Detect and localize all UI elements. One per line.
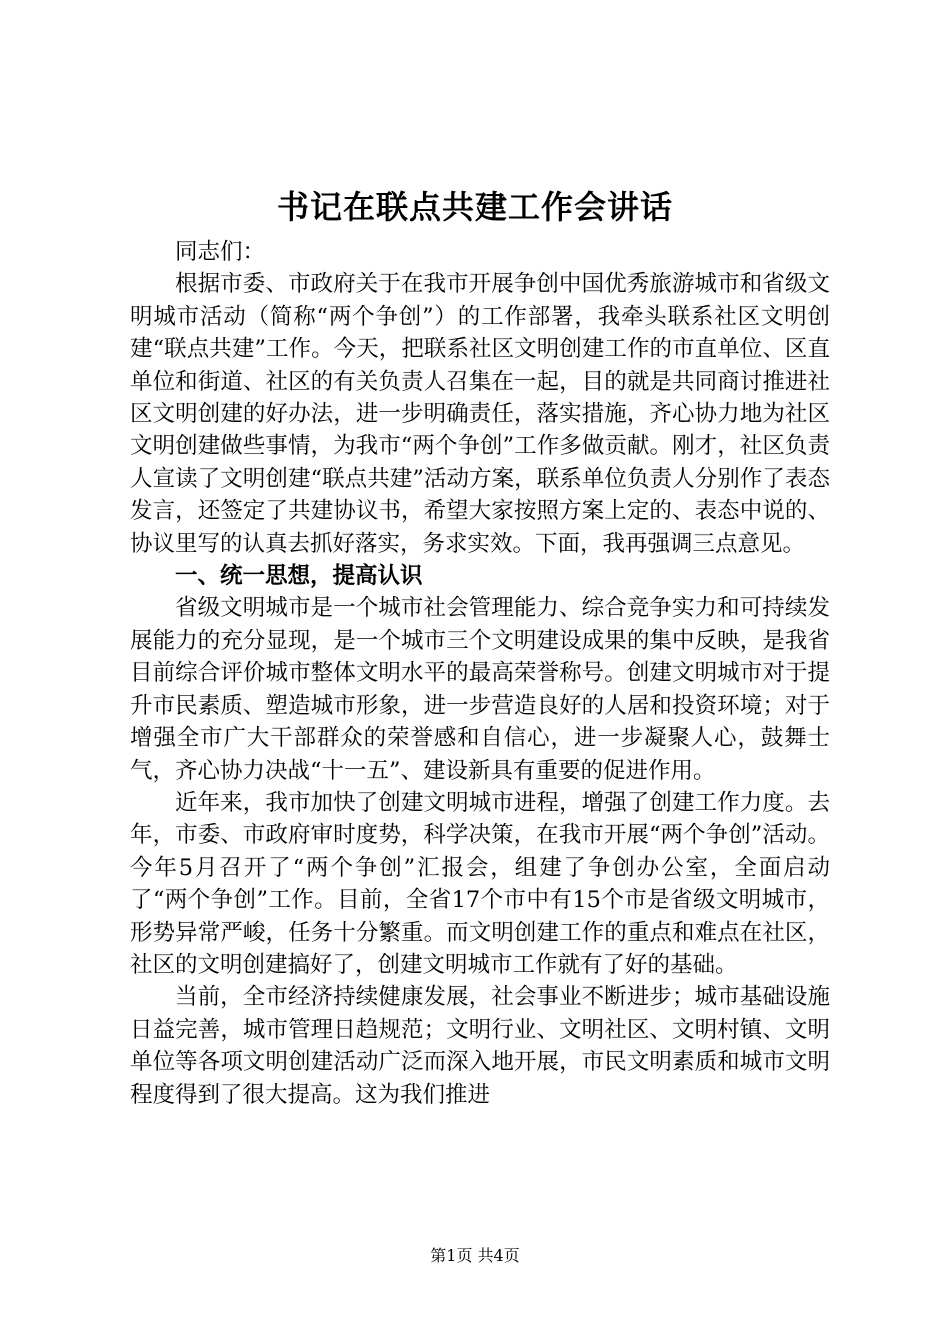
paragraph: 根据市委、市政府关于在我市开展争创中国优秀旅游城市和省级文明城市活动（简称“两个争创”）的工作部署，我牵头联系社区文明创建“联点共建”工作。今天，把联系社区文明创建工作的市直单位、区直单位和街道、社区的有关负责人召集在一起，目的就是共同商讨推进社区文明创建的好办法，进一步明确责任，落实措施，齐心协力地为社区文明创建做些事情，为我市“两个争创”工作多做贡献。刚才，社区负责人宣读了文明创建“联点共建”活动方案，联系单位负责人分别作了表态发言，还签定了共建协议书，希望大家按照方案上定的、表态中说的、协议里写的认真去抓好落实，务求实效。下面，我再强调三点意见。 <box>130 271 830 557</box>
page-footer: 第1页 共4页 <box>430 1246 520 1265</box>
page-title: 书记在联点共建工作会讲话 <box>276 188 673 226</box>
document-body <box>130 236 830 1111</box>
paragraph: 省级文明城市是一个城市社会管理能力、综合竞争实力和可持续发展能力的充分显现，是一个城市三个文明建设成果的集中反映，是我省目前综合评价城市整体文明水平的最高荣誉称号。创建文明城市对于提升市民素质、塑造城市形象，进一步营造良好的人居和投资环境；对于增强全市广大干部群众的荣誉感和自信心，进一步凝聚人心，鼓舞士气，齐心协力决战“十一五”、建设新具有重要的促进作用。 <box>130 595 830 784</box>
paragraph: 近年来，我市加快了创建文明城市进程，增强了创建工作力度。去年，市委、市政府审时度势，科学决策，在我市开展“两个争创”活动。今年5月召开了“两个争创”汇报会，组建了争创办公室，全面启动了“两个争创”工作。目前，全省17个市中有15个市是省级文明城市，形势异常严峻，任务十分繁重。而文明创建工作的重点和难点在社区，社区的文明创建搞好了，创建文明城市工作就有了好的基础。 <box>130 789 830 978</box>
paragraph: 当前，全市经济持续健康发展，社会事业不断进步；城市基础设施日益完善，城市管理日趋规范；文明行业、文明社区、文明村镇、文明单位等各项文明创建活动广泛而深入地开展，市民文明素质和城市文明程度得到了很大提高。这为我们推进 <box>130 984 830 1108</box>
salutation: 同志们： <box>175 239 266 265</box>
section-heading: 一、统一思想，提高认识 <box>175 563 423 590</box>
